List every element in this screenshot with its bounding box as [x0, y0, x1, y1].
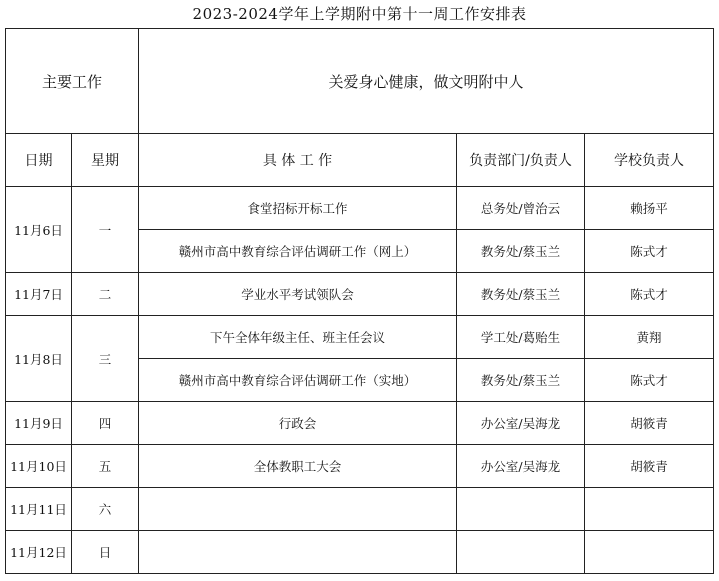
main-work-theme: 关爱身心健康，做文明附中人 [139, 29, 714, 134]
document-title: 2023-2024学年上学期附中第十一周工作安排表 [192, 5, 527, 23]
weekday-cell: 四 [72, 402, 139, 445]
school-leader-cell: 陈式才 [585, 273, 714, 316]
table-row [6, 402, 714, 445]
table-row [6, 531, 714, 574]
weekday-cell: 五 [72, 445, 139, 488]
date-cell: 11月8日 [6, 316, 72, 402]
column-header-leader: 学校负责人 [585, 134, 714, 187]
department-cell: 办公室/吴海龙 [457, 402, 585, 445]
task-cell: 赣州市高中教育综合评估调研工作（实地） [139, 359, 457, 402]
column-header-dept: 负责部门/负责人 [457, 134, 585, 187]
column-header-row [6, 134, 714, 187]
department-cell [457, 531, 585, 574]
table-row [6, 445, 714, 488]
date-cell: 11月7日 [6, 273, 72, 316]
task-cell: 下午全体年级主任、班主任会议 [139, 316, 457, 359]
task-cell: 全体教职工大会 [139, 445, 457, 488]
table-row [6, 273, 714, 316]
department-cell: 教务处/蔡玉兰 [457, 273, 585, 316]
department-cell: 办公室/吴海龙 [457, 445, 585, 488]
date-cell: 11月11日 [6, 488, 72, 531]
weekday-cell: 二 [72, 273, 139, 316]
school-leader-cell: 胡筱青 [585, 445, 714, 488]
school-leader-cell: 陈式才 [585, 230, 714, 273]
column-header-weekday: 星期 [72, 134, 139, 187]
weekday-cell: 六 [72, 488, 139, 531]
department-cell [457, 488, 585, 531]
table-row [6, 187, 714, 230]
date-cell: 11月12日 [6, 531, 72, 574]
weekday-cell: 一 [72, 187, 139, 273]
column-header-task: 具 体 工 作 [139, 134, 457, 187]
weekday-cell: 日 [72, 531, 139, 574]
date-cell: 11月10日 [6, 445, 72, 488]
school-leader-cell: 黄翔 [585, 316, 714, 359]
main-work-row [6, 29, 714, 134]
table-row [6, 316, 714, 359]
school-leader-cell: 赖扬平 [585, 187, 714, 230]
school-leader-cell: 陈式才 [585, 359, 714, 402]
weekday-cell: 三 [72, 316, 139, 402]
task-cell [139, 488, 457, 531]
school-leader-cell: 胡筱青 [585, 402, 714, 445]
department-cell: 学工处/葛贻生 [457, 316, 585, 359]
school-leader-cell [585, 488, 714, 531]
table-row [6, 488, 714, 531]
task-cell: 赣州市高中教育综合评估调研工作（网上） [139, 230, 457, 273]
main-work-label: 主要工作 [6, 29, 139, 134]
task-cell [139, 531, 457, 574]
weekly-schedule-table [5, 28, 714, 574]
task-cell: 食堂招标开标工作 [139, 187, 457, 230]
department-cell: 总务处/曾治云 [457, 187, 585, 230]
department-cell: 教务处/蔡玉兰 [457, 230, 585, 273]
date-cell: 11月6日 [6, 187, 72, 273]
task-cell: 行政会 [139, 402, 457, 445]
department-cell: 教务处/蔡玉兰 [457, 359, 585, 402]
school-leader-cell [585, 531, 714, 574]
column-header-date: 日期 [6, 134, 72, 187]
task-cell: 学业水平考试领队会 [139, 273, 457, 316]
date-cell: 11月9日 [6, 402, 72, 445]
